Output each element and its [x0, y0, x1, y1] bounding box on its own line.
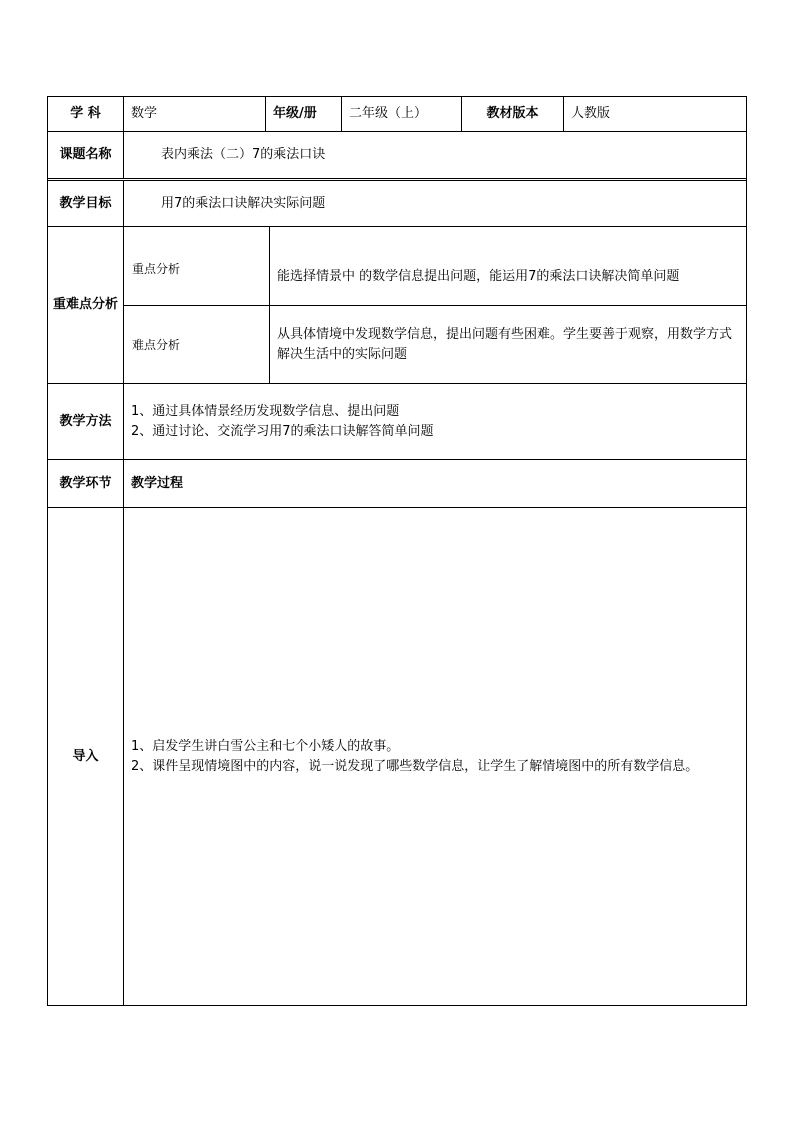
goal-row	[48, 181, 746, 227]
process-header-row	[48, 460, 746, 508]
analysis-row	[48, 227, 746, 384]
intro-line: 2、课件呈现情境图中的内容，说一说发现了哪些数学信息，让学生了解情境图中的所有数学信息。	[131, 758, 699, 774]
topic-row	[48, 132, 746, 181]
lesson-plan-table	[47, 96, 747, 1006]
topic-value: 表内乘法（二）7的乘法口诀	[161, 147, 326, 162]
goal-value: 用7的乘法口诀解决实际问题	[161, 195, 326, 211]
analysis-body	[124, 227, 746, 383]
topic-label: 课题名称	[48, 132, 124, 178]
method-lines	[124, 384, 746, 459]
grade-value: 二年级（上）	[342, 97, 462, 131]
method-line: 1、通过具体情景经历发现数学信息、提出问题	[131, 403, 400, 419]
intro-label: 导入	[48, 508, 124, 1005]
header-row	[48, 97, 746, 132]
difficult-point-label: 难点分析	[124, 306, 270, 383]
grade-label: 年级/册	[266, 97, 342, 131]
analysis-label: 重难点分析	[48, 227, 124, 383]
goal-label: 教学目标	[48, 181, 124, 226]
difficult-point-value: 从具体情境中发现数学信息，提出问题有些困难。学生要善于观察，用数学方式解决生活中的实际问题	[277, 326, 733, 362]
edition-value: 人教版	[571, 106, 611, 121]
key-point-value: 能选择情景中 的数学信息提出问题，能运用7的乘法口诀解决简单问题	[277, 269, 680, 284]
subject-value: 数学	[124, 97, 266, 131]
method-row	[48, 384, 746, 460]
process-step-label: 教学环节	[48, 460, 124, 507]
process-label: 教学过程	[131, 475, 184, 491]
subject-label: 学 科	[48, 97, 124, 131]
difficult-point-row	[124, 306, 746, 383]
intro-line: 1、启发学生讲白雪公主和七个小矮人的故事。	[131, 738, 400, 754]
key-point-label: 重点分析	[124, 227, 270, 305]
key-point-row	[124, 227, 746, 306]
method-line: 2、通过讨论、交流学习用7的乘法口诀解答简单问题	[131, 423, 434, 439]
intro-row	[48, 508, 746, 1005]
edition-label: 教材版本	[462, 97, 564, 131]
intro-lines	[124, 508, 746, 1005]
method-label: 教学方法	[48, 384, 124, 459]
